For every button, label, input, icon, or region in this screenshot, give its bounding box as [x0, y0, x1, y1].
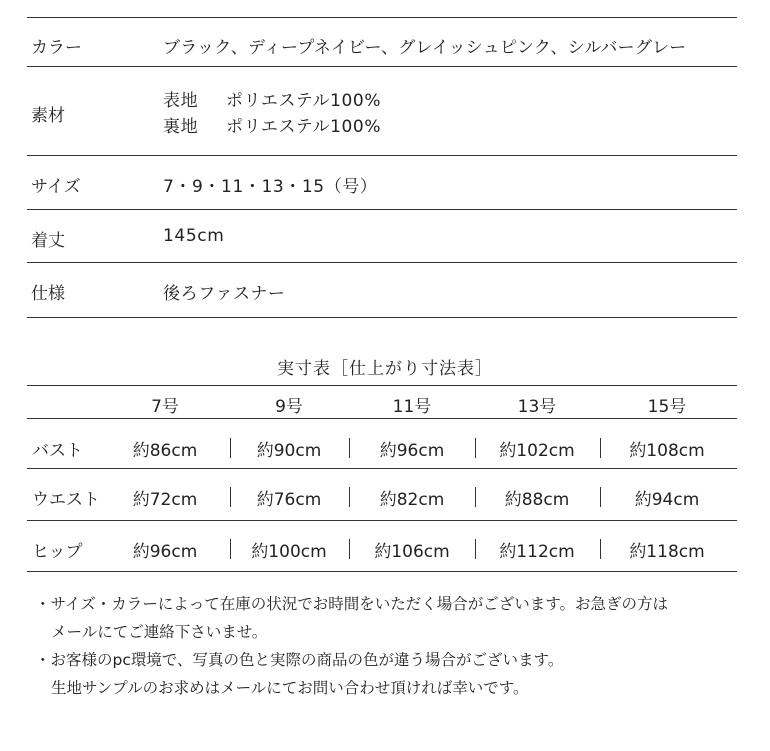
cell-separator: [475, 487, 476, 507]
divider: [27, 520, 737, 521]
table-cell: 約108cm: [629, 441, 705, 461]
notes: [35, 590, 668, 702]
table-cell: 約102cm: [499, 441, 575, 461]
material-content: ポリエステル100%: [226, 91, 382, 111]
note-line: メールにてご連絡下さいませ。: [51, 623, 268, 641]
divider: [27, 571, 737, 572]
size-header: 9号: [275, 397, 303, 417]
table-cell: 約96cm: [379, 441, 445, 461]
table-cell: 約112cm: [499, 542, 575, 562]
spec-label: 仕様: [31, 284, 65, 304]
length-value: 145cm: [163, 226, 225, 246]
table-row: [27, 485, 737, 509]
length-label: 着丈: [31, 231, 65, 251]
divider: [27, 17, 737, 18]
divider: [27, 155, 737, 156]
divider: [27, 262, 737, 263]
table-cell: 約86cm: [132, 441, 198, 461]
table-cell: 約82cm: [379, 490, 445, 510]
cell-separator: [600, 539, 601, 559]
size-header: 11号: [392, 397, 432, 417]
size-label: サイズ: [31, 177, 81, 197]
divider: [27, 66, 737, 67]
row-label: ヒップ: [32, 542, 83, 562]
material-part: 表地: [163, 91, 199, 111]
color-value: ブラック、ディープネイビー、グレイッシュピンク、シルバーグレー: [163, 38, 687, 58]
material-content: ポリエステル100%: [226, 117, 382, 137]
size-value: 7・9・11・13・15（号）: [163, 177, 378, 197]
table-cell: 約118cm: [629, 542, 705, 562]
cell-separator: [600, 487, 601, 507]
divider: [27, 209, 737, 210]
table-cell: 約106cm: [374, 542, 450, 562]
material-label: 素材: [31, 106, 65, 126]
cell-separator: [475, 539, 476, 559]
material-part: 裏地: [163, 117, 199, 137]
table-cell: 約90cm: [256, 441, 322, 461]
spec-value: 後ろファスナー: [163, 284, 286, 304]
divider: [27, 468, 737, 469]
divider: [27, 317, 737, 318]
table-cell: 約94cm: [634, 490, 700, 510]
material-line: [163, 88, 381, 114]
note-line: ・お客様のpc環境で、写真の色と実際の商品の色が違う場合がございます。: [35, 651, 564, 669]
cell-separator: [230, 487, 231, 507]
size-table-title: 実寸表［仕上がり寸法表］: [277, 359, 493, 379]
size-header: 13号: [517, 397, 557, 417]
size-header: 7号: [151, 397, 179, 417]
cell-separator: [600, 438, 601, 458]
note-line: 生地サンプルのお求めはメールにてお問い合わせ頂ければ幸いです。: [51, 679, 529, 697]
divider: [27, 418, 737, 419]
color-label: カラー: [31, 38, 82, 58]
divider: [27, 385, 737, 386]
note-line: ・サイズ・カラーによって在庫の状況でお時間をいただく場合がございます。お急ぎの方は: [35, 595, 669, 613]
table-cell: 約88cm: [504, 490, 570, 510]
material-value: [163, 88, 381, 140]
table-cell: 約100cm: [251, 542, 327, 562]
size-header: 15号: [647, 397, 687, 417]
row-label: ウエスト: [32, 490, 100, 510]
table-row: [27, 537, 737, 561]
size-header-row: [27, 392, 737, 416]
cell-separator: [475, 438, 476, 458]
table-cell: 約96cm: [132, 542, 198, 562]
table-cell: 約72cm: [132, 490, 198, 510]
cell-separator: [349, 539, 350, 559]
material-line: [163, 114, 381, 140]
table-cell: 約76cm: [256, 490, 322, 510]
cell-separator: [349, 438, 350, 458]
row-label: バスト: [32, 441, 83, 461]
cell-separator: [230, 438, 231, 458]
cell-separator: [230, 539, 231, 559]
cell-separator: [349, 487, 350, 507]
table-row: [27, 436, 737, 460]
